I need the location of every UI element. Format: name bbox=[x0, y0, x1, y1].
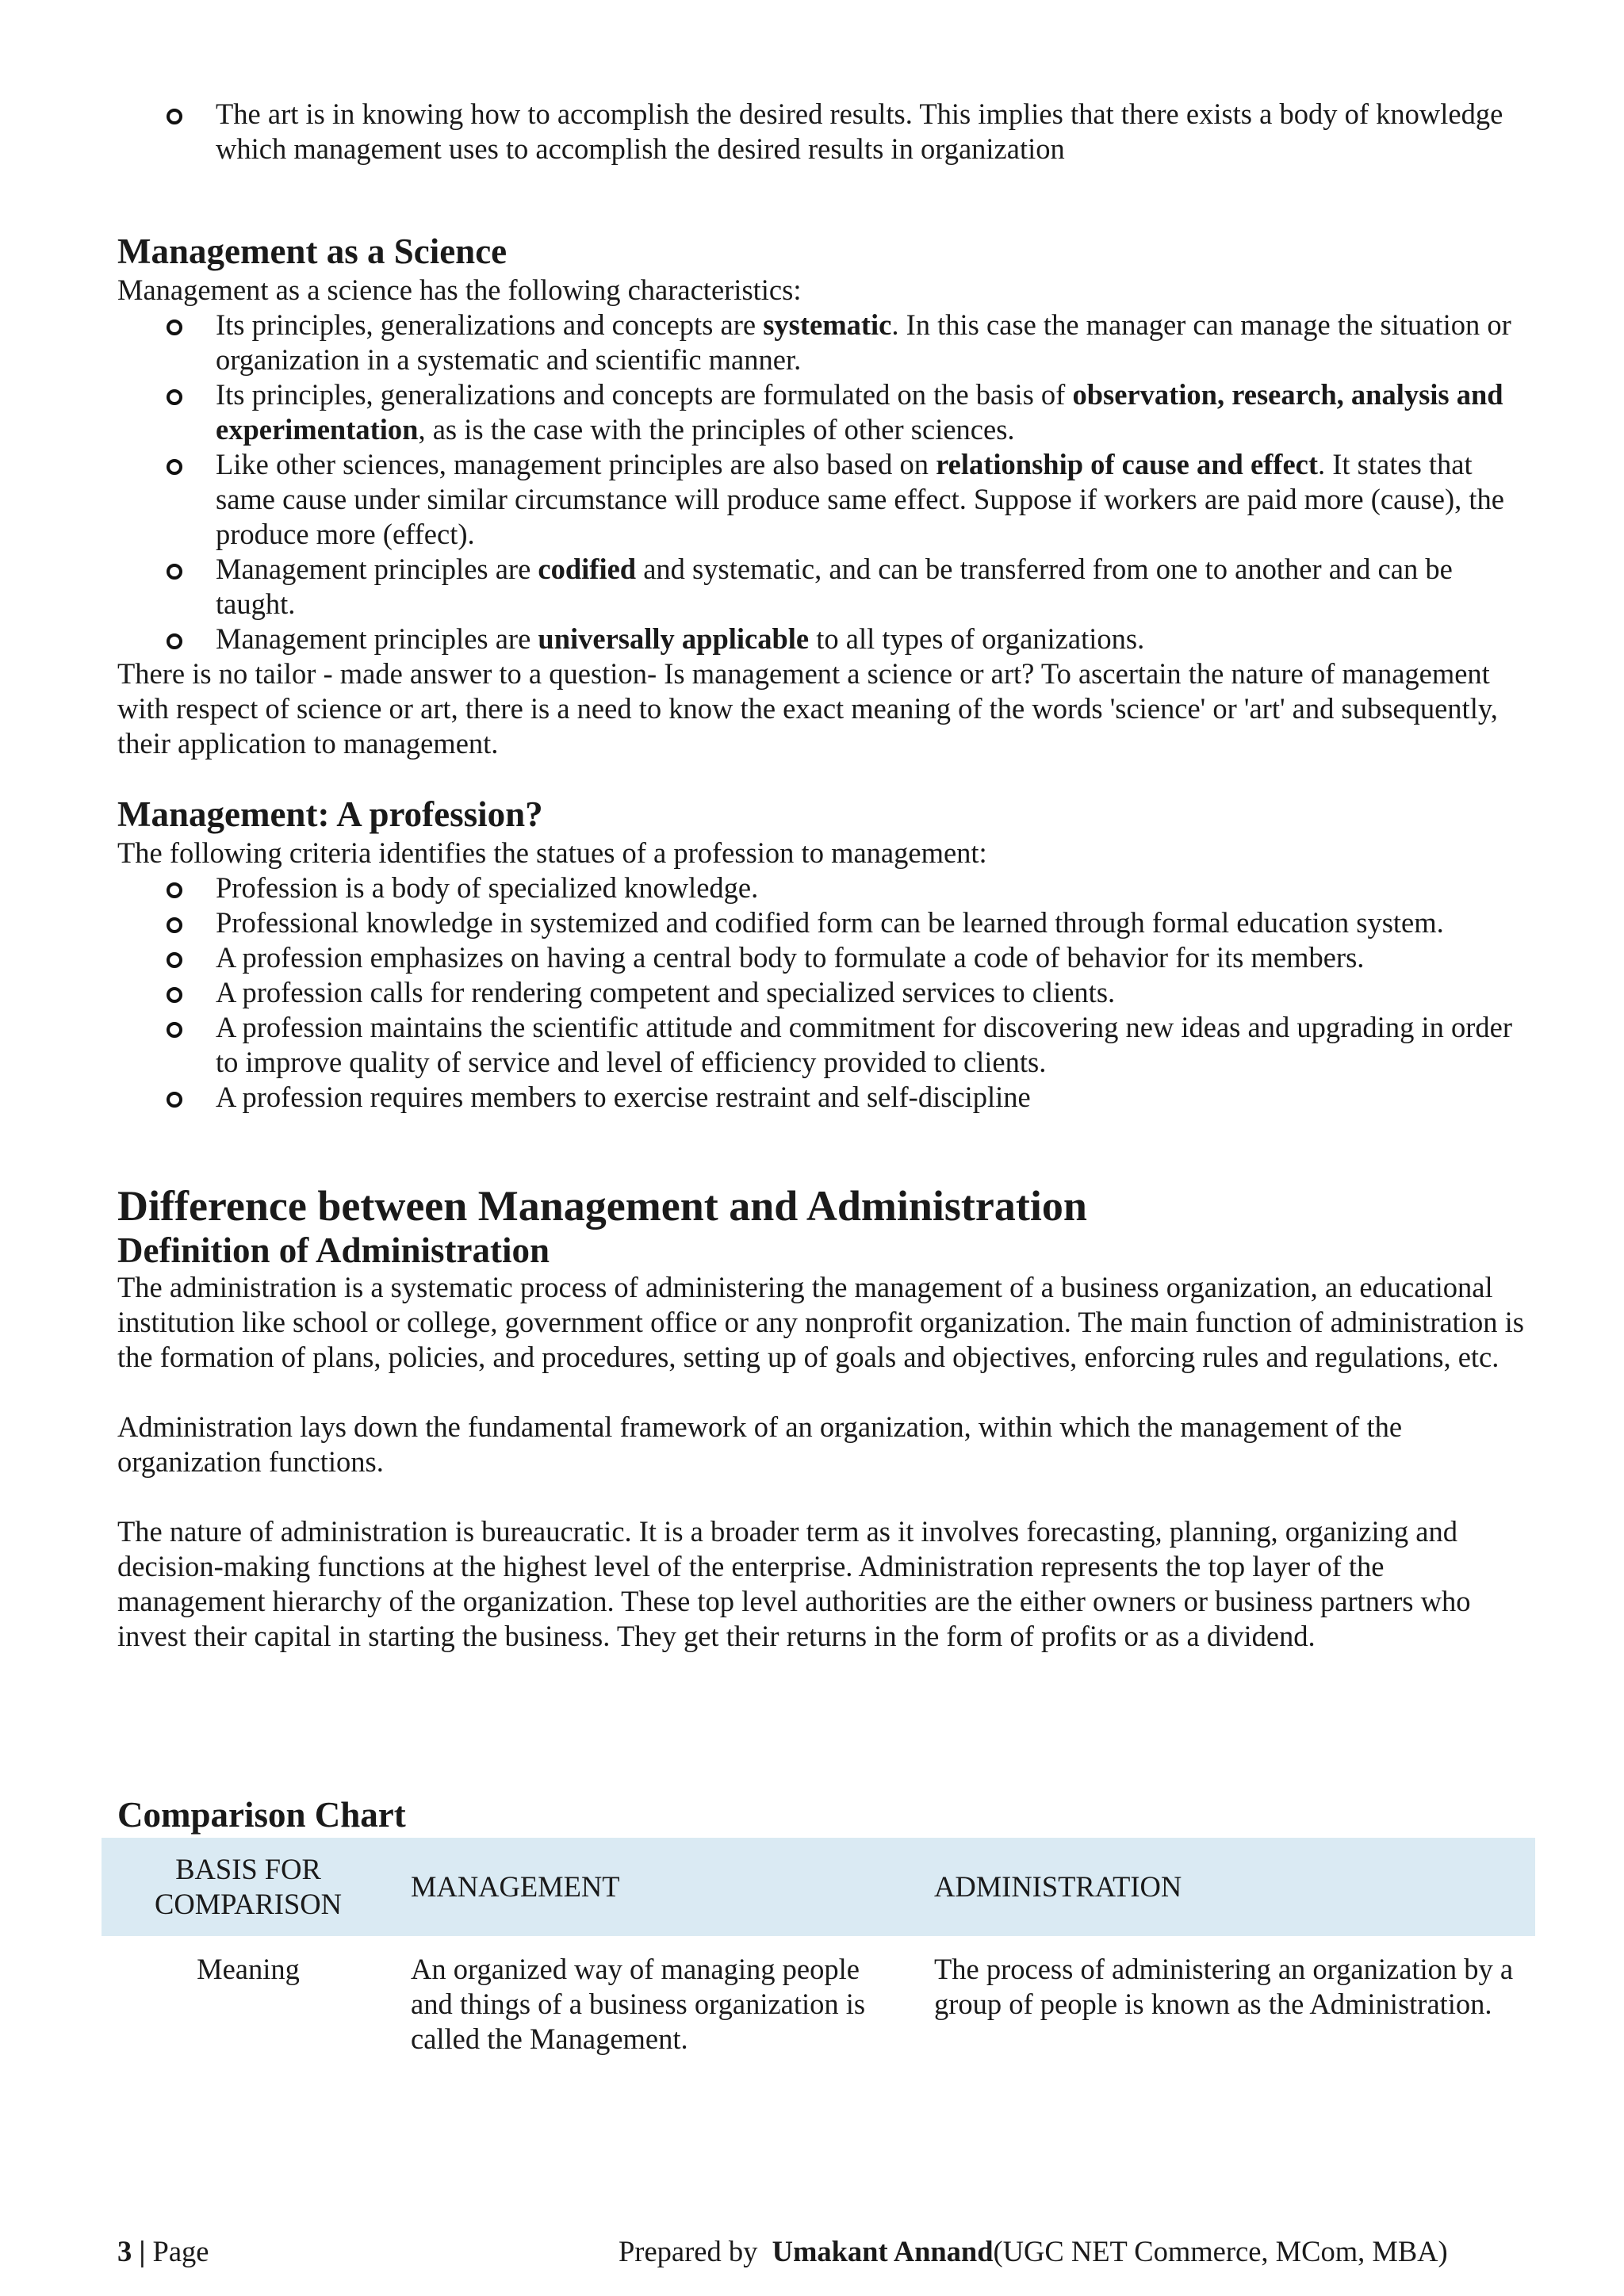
list-item: The art is in knowing how to accomplish the desired results. This implies that there exists a body of knowledge which management uses to accomplish the desired results in organization bbox=[117, 97, 1533, 166]
profession-heading: Management: A profession? bbox=[117, 794, 543, 834]
author-footer bbox=[619, 2234, 1448, 2269]
page-number: 3 bbox=[117, 2235, 132, 2267]
author-credentials: (UGC NET Commerce, MCom, MBA) bbox=[993, 2235, 1448, 2267]
difference-title: Difference between Management and Administration bbox=[117, 1182, 1087, 1230]
science-section bbox=[117, 230, 1533, 761]
list-item: Management principles are universally applicable to all types of organizations. bbox=[117, 622, 1533, 656]
comparison-table bbox=[102, 1838, 1535, 2072]
prepared-by-label: Prepared by bbox=[619, 2235, 758, 2267]
difference-section bbox=[117, 1181, 1533, 1654]
table-row bbox=[102, 1936, 1535, 2072]
list-item: Its principles, generalizations and concepts are systematic. In this case the manager can manage the situation or organization in a systematic and scientific manner. bbox=[117, 308, 1533, 377]
table-cell-administration: The process of administering an organization by a group of people is known as the Administration. bbox=[934, 1953, 1514, 2020]
list-item: Professional knowledge in systemized and codified form can be learned through formal education system. bbox=[117, 905, 1533, 940]
circle-bullet-icon bbox=[167, 882, 182, 898]
science-lead: Management as a science has the following characteristics: bbox=[117, 274, 802, 306]
circle-bullet-icon bbox=[167, 564, 182, 580]
profession-list bbox=[117, 871, 1533, 1115]
circle-bullet-icon bbox=[167, 952, 182, 968]
science-list bbox=[117, 308, 1533, 656]
profession-section bbox=[117, 793, 1533, 1115]
definition-paragraph: The nature of administration is bureaucratic. It is a broader term as it involves forecasting, planning, organizing and decision-making functions at the highest level of the enterprise. Administration represents the top layer of the management hierarchy of the organization. These top level authorities are the either owners or business partners who invest their capital in starting the business. They get their returns in the form of profits or as a dividend. bbox=[117, 1515, 1471, 1652]
circle-bullet-icon bbox=[167, 320, 182, 335]
table-header-row bbox=[102, 1838, 1535, 1936]
circle-bullet-icon bbox=[167, 1092, 182, 1108]
list-item: A profession maintains the scientific attitude and commitment for discovering new ideas and upgrading in order to improve quality of service and level of efficiency provided to clients. bbox=[117, 1010, 1533, 1080]
profession-lead: The following criteria identifies the statues of a profession to management: bbox=[117, 836, 987, 869]
column-header-administration: ADMINISTRATION bbox=[918, 1838, 1535, 1936]
circle-bullet-icon bbox=[167, 389, 182, 405]
author-name: Umakant Annand bbox=[772, 2235, 994, 2267]
list-item: Management principles are codified and systematic, and can be transferred from one to another and can be taught. bbox=[117, 552, 1533, 622]
list-item: Its principles, generalizations and concepts are formulated on the basis of observation, research, analysis and experimentation, as is the case with the principles of other sciences. bbox=[117, 377, 1533, 447]
science-heading: Management as a Science bbox=[117, 232, 508, 271]
page-separator: | bbox=[139, 2235, 146, 2267]
comparison-heading-block bbox=[117, 1793, 1533, 1836]
definition-paragraph: Administration lays down the fundamental framework of an organization, within which the management of the organization functions. bbox=[117, 1410, 1403, 1478]
list-item: Like other sciences, management principles are also based on relationship of cause and effect. It states that same cause under similar circumstance will produce same effect. Suppose if workers are paid more (cause), the produce more (effect). bbox=[117, 447, 1533, 552]
page-number-footer bbox=[117, 2234, 209, 2269]
circle-bullet-icon bbox=[167, 1022, 182, 1038]
list-item: A profession requires members to exercise restraint and self-discipline bbox=[117, 1080, 1533, 1115]
comparison-heading: Comparison Chart bbox=[117, 1795, 406, 1835]
intro-section bbox=[117, 97, 1533, 166]
page-label: Page bbox=[152, 2235, 209, 2267]
list-item: A profession emphasizes on having a central body to formulate a code of behavior for its members. bbox=[117, 940, 1533, 975]
intro-list bbox=[117, 97, 1533, 166]
circle-bullet-icon bbox=[167, 459, 182, 475]
column-header-management: MANAGEMENT bbox=[395, 1838, 918, 1936]
list-item: A profession calls for rendering competent and specialized services to clients. bbox=[117, 975, 1533, 1010]
circle-bullet-icon bbox=[167, 109, 182, 124]
circle-bullet-icon bbox=[167, 987, 182, 1003]
definition-paragraph: The administration is a systematic process of administering the management of a business organization, an educational institution like school or college, government office or any nonprofit organization. The main function of administration is the formation of plans, policies, and procedures, setting up of goals and objectives, enforcing rules and regulations, etc. bbox=[117, 1271, 1524, 1373]
circle-bullet-icon bbox=[167, 917, 182, 933]
table-cell-management: An organized way of managing people and things of a business organization is called the Management. bbox=[411, 1953, 866, 2055]
column-header-basis: BASIS FOR COMPARISON bbox=[102, 1838, 395, 1936]
definition-heading: Definition of Administration bbox=[117, 1230, 550, 1270]
circle-bullet-icon bbox=[167, 633, 182, 649]
table-cell-basis: Meaning bbox=[197, 1953, 300, 1985]
science-closing: There is no tailor - made answer to a question- Is management a science or art? To ascertain the nature of management with respect of science or art, there is a need to know the exact meaning of the words 'science' or 'art' and subsequently, their application to management. bbox=[117, 657, 1498, 760]
list-item: Profession is a body of specialized knowledge. bbox=[117, 871, 1533, 905]
